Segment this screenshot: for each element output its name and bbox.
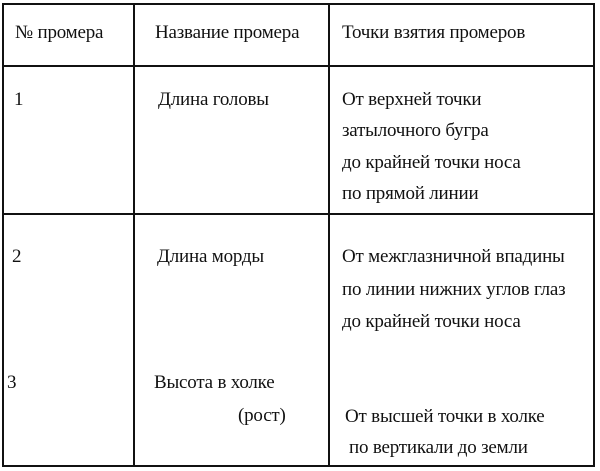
row-2-name: Длина морды <box>157 246 264 267</box>
row-divider <box>2 213 595 215</box>
row-1-number: 1 <box>14 89 24 110</box>
row-1-points-line: до крайней точки носа <box>342 152 521 173</box>
header-divider <box>2 65 595 67</box>
row-1-points-line: затылочного бугра <box>342 120 489 141</box>
row-3-name: Высота в холке <box>154 372 275 393</box>
row-3-number: 3 <box>7 372 17 393</box>
row-1-points-line: От верхней точки <box>342 89 482 110</box>
row-1-name: Длина головы <box>158 89 269 110</box>
row-2-points-line: От межглазничной впадины <box>342 246 565 267</box>
header-number: № промера <box>15 22 104 43</box>
row-1-points-line: по прямой линии <box>342 183 479 204</box>
table-border <box>2 3 595 467</box>
row-2-points-line: по линии нижних углов глаз <box>342 279 566 300</box>
row-3-points-line: по вертикали до земли <box>349 437 528 458</box>
column-divider <box>328 3 330 467</box>
row-2-points-line: до крайней точки носа <box>342 311 521 332</box>
row-3-name-note: (рост) <box>238 405 286 426</box>
row-3-points-line: От высшей точки в холке <box>345 406 545 427</box>
row-2-number: 2 <box>12 246 22 267</box>
column-divider <box>133 3 135 467</box>
header-name: Название промера <box>155 22 300 43</box>
header-points: Точки взятия промеров <box>342 22 526 43</box>
